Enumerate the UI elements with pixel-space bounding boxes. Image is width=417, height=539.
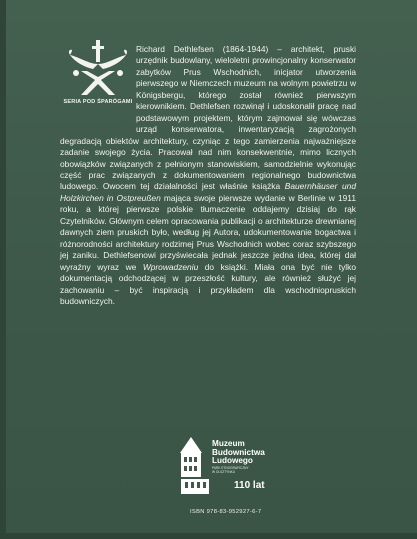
bottom-edge [0, 533, 417, 539]
wooden-house-logo-icon [178, 437, 212, 495]
description-paragraph: Richard Dethlefsen (1864-1944) – architekt, pruski urzędnik budowlany, wieloletni prowincjonalny konserwator zabytków Prus Wschodnich, inicjator utworzenia pierwszego w Niemczech muzeum na wolnym powietrzu w Königsbergu, którego został również pierwszym kierownikiem. Dethlefsen rozwinął i udoskonalił pracę nad podstawowym projektem, którym zajmował się wówczas urząd konserwatora, inwentaryzacją zagrożonych degradacją obiektów architektury, czyniąc z tego zamierzenia najważniejsze zadanie swojego życia. Pracował nad nim konsekwentnie, mimo licznych obowiązków związanych z pełnionym stanowiskiem, samodzielnie wykonując część prac związanych z dokumentowaniem regionalnego budownictwa ludowego. Owocem tej działalności jest właśnie książka Bauernhäuser und Holzkirchen in Ostpreußen mająca swoje pierwsze wydanie w Berlinie w 1911 roku, a której pierwsze polskie tłumaczenie oddajemy dzisiaj do rąk Czytelników. Głównym celem opracowania publikacji o architekturze drewnianej dawnych ziem pruskich było, według jej Autora, udokumentowanie bogactwa i różnorodności architektury rodzimej Prus Wschodnich wobec coraz szybszego jej zaniku. Dethlefsenowi przyświecała jednak jeszcze jedna idea, której dał wyraźny wyraz we Wprowadzeniu do książki. Miała ona być nie tylko dokumentacją odchodzącej w przeszłość kultury, ale również służyć jej zachowaniu – być inspiracją i przykładem dla wschodniopruskich budowniczych. [60, 44, 356, 306]
spine-edge [0, 0, 6, 539]
book-title: Bauernhäuser und Holzkirchen in Ostpreußen [60, 181, 356, 203]
publisher-subtitle: PARK ETNOGRAFICZNY W OLSZTYNKU [212, 466, 249, 474]
introduction-title: Wprowadzeniu [142, 261, 199, 272]
publisher-logo [178, 437, 268, 499]
isbn-number: ISBN 978-83-952927-6-7 [190, 509, 262, 515]
series-logo [62, 40, 134, 105]
publisher-name: Muzeum Budownictwa Ludowego [212, 439, 265, 466]
series-caption: SERIA POD ŚPARÓGAMI [63, 99, 133, 105]
anniversary-badge: 110 lat [234, 480, 265, 491]
sparogi-crest-icon [67, 40, 129, 96]
